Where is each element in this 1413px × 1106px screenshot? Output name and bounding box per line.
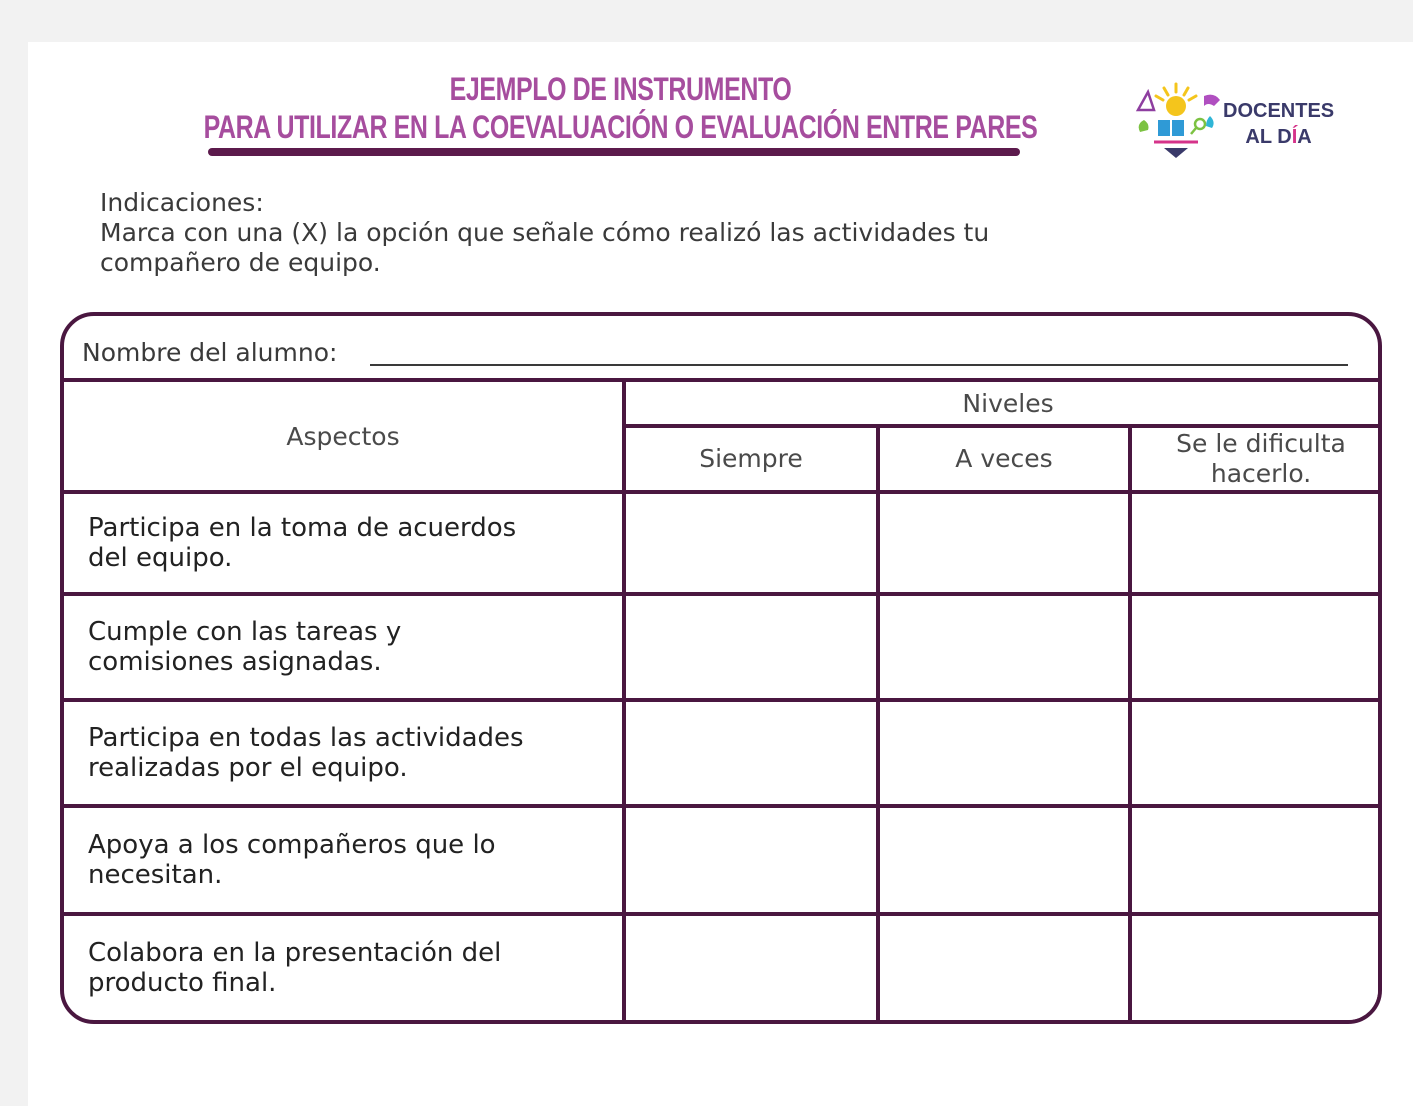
logo-text — [1223, 98, 1334, 150]
mark-cell-sometimes[interactable] — [878, 806, 1130, 914]
mark-cell-always[interactable] — [624, 806, 878, 914]
aspect-cell: Participa en todas las actividades realizadas por el equipo. — [62, 700, 624, 806]
mark-cell-sometimes[interactable] — [878, 594, 1130, 700]
mark-cell-sometimes[interactable] — [878, 914, 1130, 1022]
title-line-2: PARA UTILIZAR EN LA COEVALUACIÓN O EVALUACIÓN ENTRE PARES — [203, 109, 1038, 145]
aspect-cell: Apoya a los compañeros que lo necesitan. — [62, 806, 624, 914]
document-page — [28, 42, 1413, 1106]
instructions-line-1: Marca con una (X) la opción que señale cómo realizó las actividades tu — [100, 218, 990, 247]
table-row — [62, 594, 1382, 700]
title-underline — [208, 148, 1020, 156]
mark-cell-difficult[interactable] — [1130, 914, 1382, 1022]
logo-line-1: DOCENTES — [1223, 100, 1335, 122]
aspect-cell: Participa en la toma de acuerdos del equipo. — [62, 492, 624, 594]
level-difficult: Se le dificulta hacerlo. — [1130, 426, 1382, 492]
mark-cell-difficult[interactable] — [1130, 594, 1382, 700]
student-name-field[interactable] — [370, 364, 1348, 366]
mark-cell-always[interactable] — [624, 700, 878, 806]
aspect-cell: Cumple con las tareas y comisiones asignadas. — [62, 594, 624, 700]
mark-cell-difficult[interactable] — [1130, 806, 1382, 914]
student-name-label: Nombre del alumno: — [82, 338, 338, 367]
table-row — [62, 914, 1382, 1022]
aspects-header: Aspectos — [62, 380, 624, 492]
mark-cell-difficult[interactable] — [1130, 700, 1382, 806]
mark-cell-sometimes[interactable] — [878, 492, 1130, 594]
aspect-cell: Colabora en la presentación del producto final. — [62, 914, 624, 1022]
evaluation-table — [60, 378, 1382, 1024]
mark-cell-always[interactable] — [624, 914, 878, 1022]
instructions-line-2: compañero de equipo. — [100, 248, 381, 277]
heart-logo-icon — [1138, 84, 1220, 158]
mark-cell-sometimes[interactable] — [878, 700, 1130, 806]
logo-line-2: AL DÍA — [1245, 126, 1312, 148]
levels-header: Niveles — [624, 380, 1382, 426]
mark-cell-difficult[interactable] — [1130, 492, 1382, 594]
level-sometimes: A veces — [878, 426, 1130, 492]
instructions-heading: Indicaciones: — [100, 188, 264, 217]
mark-cell-always[interactable] — [624, 594, 878, 700]
page-title — [28, 70, 1213, 146]
level-always: Siempre — [624, 426, 878, 492]
coevaluation-form — [60, 312, 1382, 1024]
title-line-1: EJEMPLO DE INSTRUMENTO — [449, 71, 792, 107]
mark-cell-always[interactable] — [624, 492, 878, 594]
instructions — [100, 188, 989, 278]
table-row — [62, 700, 1382, 806]
student-name-row — [64, 316, 1378, 382]
table-row — [62, 806, 1382, 914]
table-row — [62, 492, 1382, 594]
